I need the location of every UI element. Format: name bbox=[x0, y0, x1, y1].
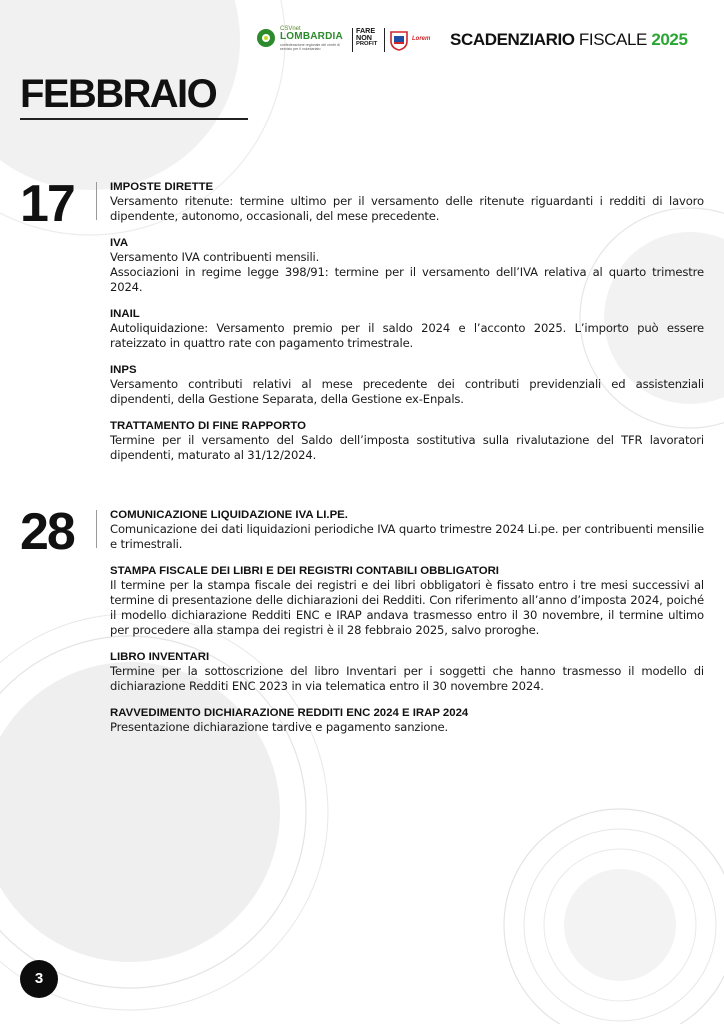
entry bbox=[110, 363, 704, 407]
header-divider bbox=[384, 28, 385, 52]
entry-title: IMPOSTE DIRETTE bbox=[110, 181, 214, 193]
entry-text: Versamento IVA contribuenti mensili. bbox=[110, 250, 320, 264]
entry bbox=[110, 307, 704, 351]
entry-title: STAMPA FISCALE DEI LIBRI E DEI REGISTRI CONTABILI OBBLIGATORI bbox=[110, 565, 499, 577]
entry-title: LIBRO INVENTARI bbox=[110, 651, 210, 663]
entry-title: COMUNICAZIONE LIQUIDAZIONE IVA LI.PE. bbox=[110, 509, 348, 521]
lombardia-label: LOMBARDIA bbox=[280, 31, 343, 42]
title-year: 2025 bbox=[651, 30, 688, 49]
title-fiscale: FISCALE bbox=[578, 30, 647, 49]
entry-title: INAIL bbox=[110, 308, 140, 320]
entry-text: Versamento ritenute: termine ultimo per il versamento delle ritenute riguardanti i redditi di lavoro dipendente, autonomo, occasionali, del mese precedente. bbox=[110, 194, 704, 223]
document-title bbox=[450, 30, 688, 50]
day-number: 17 bbox=[20, 175, 74, 233]
flower-logo-icon bbox=[256, 28, 276, 48]
title-scadenziario: SCADENZIARIO bbox=[450, 30, 575, 49]
day-number: 28 bbox=[20, 503, 74, 561]
day-entries bbox=[110, 180, 704, 475]
entry bbox=[110, 236, 704, 295]
partner-shield-logo-icon bbox=[388, 29, 410, 51]
fnp-line-3: PROFIT bbox=[356, 41, 378, 47]
entry-text: Autoliquidazione: Versamento premio per il saldo 2024 e l’acconto 2025. L’importo può essere rateizzato in quattro rate con pagamento trimestrale. bbox=[110, 321, 704, 350]
entry-text: Termine per la sottoscrizione del libro Inventari per i soggetti che hanno trasmesso il modello di dichiarazione Redditi ENC 2023 in via telematica entro il 30 novembre 2024. bbox=[110, 664, 704, 693]
entry bbox=[110, 564, 704, 638]
month-underline bbox=[20, 118, 248, 120]
page-number: 3 bbox=[20, 960, 58, 998]
entry bbox=[110, 508, 704, 552]
day-separator bbox=[96, 182, 97, 220]
fnp-line-1: FARE bbox=[356, 26, 376, 35]
entry-text: Comunicazione dei dati liquidazioni periodiche IVA quarto trimestre 2024 Li.pe. per contribuenti mensilie e trimestrali. bbox=[110, 522, 704, 551]
entry-text: Il termine per la stampa fiscale dei registri e dei libri obbligatori è fissato entro i tre mesi successivi al termine di presentazione delle dichiarazioni dei Redditi. Con riferimento all’anno d’imposta 2024, poiché il modello dichiarazione Redditi ENC e IRAP andava trasmesso entro il 30 novembre, il termine ultimo per procedere alla stampa dei registri è il 28 febbraio 2025, salvo proroghe. bbox=[110, 578, 704, 637]
csvnet-tagline: confederazione regionale dei centri di servizio per il volontariato bbox=[280, 43, 340, 51]
entry-title: IVA bbox=[110, 237, 129, 249]
entry bbox=[110, 650, 704, 694]
header-divider bbox=[352, 28, 353, 52]
month-title: FEBBRAIO bbox=[20, 72, 217, 116]
partner-logo-text: Lorem bbox=[412, 36, 431, 42]
entry-text: Versamento contributi relativi al mese precedente dei contributi previdenziali ed assistenziali dipendenti, della Gestione Separata, della Gestione ex-Enpals. bbox=[110, 377, 704, 406]
entry-text: Termine per il versamento del Saldo dell’imposta sostitutiva sulla rivalutazione del TFR lavoratori dipendenti, maturato al 31/12/2024. bbox=[110, 433, 704, 462]
entry-text: Presentazione dichiarazione tardive e pagamento sanzione. bbox=[110, 720, 449, 734]
csvnet-label: CSVnet bbox=[280, 26, 301, 32]
entry-title: INPS bbox=[110, 364, 137, 376]
fnp-line-2: NON bbox=[356, 33, 372, 42]
csvnet-logo bbox=[254, 26, 346, 54]
entry-title: TRATTAMENTO DI FINE RAPPORTO bbox=[110, 420, 306, 432]
day-separator bbox=[96, 510, 97, 548]
entry-text: Associazioni in regime legge 398/91: termine per il versamento dell’IVA relativa al quarto trimestre 2024. bbox=[110, 265, 704, 294]
entry bbox=[110, 180, 704, 224]
entry bbox=[110, 706, 704, 735]
entry-title: RAVVEDIMENTO DICHIARAZIONE REDDITI ENC 2024 E IRAP 2024 bbox=[110, 707, 469, 719]
day-entries bbox=[110, 508, 704, 747]
page-header bbox=[254, 26, 704, 56]
entry bbox=[110, 419, 704, 463]
fare-non-profit-logo bbox=[356, 27, 382, 48]
